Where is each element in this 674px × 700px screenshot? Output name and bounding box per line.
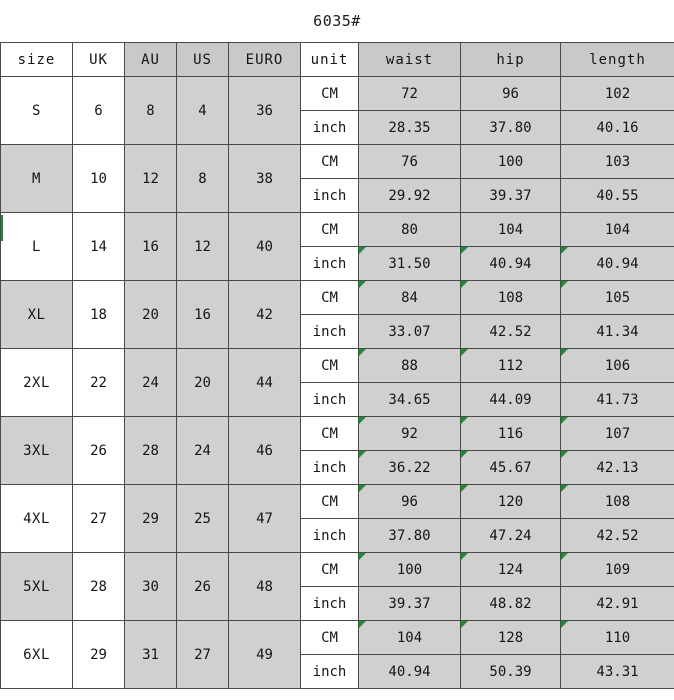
cell-length-cm: 104 [561,213,674,247]
cell-au: 29 [125,485,177,553]
cell-unit-cm: CM [301,553,359,587]
column-header-size: size [1,43,73,77]
cell-waist-inch: 40.94 [359,655,461,689]
cell-unit-inch: inch [301,451,359,485]
cell-uk: 27 [73,485,125,553]
column-header-unit: unit [301,43,359,77]
cell-length-inch: 41.34 [561,315,674,349]
cell-size: 2XL [1,349,73,417]
cell-us: 8 [177,145,229,213]
table-row [1,77,674,111]
cell-waist-cm: 92 [359,417,461,451]
cell-unit-cm: CM [301,213,359,247]
cell-waist-cm: 88 [359,349,461,383]
cell-hip-inch: 39.37 [461,179,561,213]
cell-unit-cm: CM [301,485,359,519]
cell-waist-cm: 76 [359,145,461,179]
cell-waist-inch: 33.07 [359,315,461,349]
cell-hip-cm: 116 [461,417,561,451]
table-row [1,145,674,179]
chart-title-bar [0,0,674,42]
cell-length-cm: 110 [561,621,674,655]
cell-uk: 22 [73,349,125,417]
cell-unit-inch: inch [301,179,359,213]
cell-unit-inch: inch [301,587,359,621]
cell-waist-inch: 37.80 [359,519,461,553]
column-header-us: US [177,43,229,77]
cell-hip-inch: 48.82 [461,587,561,621]
cell-au: 28 [125,417,177,485]
cell-hip-inch: 47.24 [461,519,561,553]
cell-euro: 46 [229,417,301,485]
table-row [1,621,674,655]
cell-unit-cm: CM [301,281,359,315]
cell-hip-inch: 50.39 [461,655,561,689]
cell-length-inch: 40.55 [561,179,674,213]
cell-waist-cm: 96 [359,485,461,519]
cell-length-inch: 40.94 [561,247,674,281]
column-header-euro: EURO [229,43,301,77]
cell-uk: 18 [73,281,125,349]
cell-waist-inch: 34.65 [359,383,461,417]
cell-unit-cm: CM [301,349,359,383]
column-header-hip: hip [461,43,561,77]
cell-hip-inch: 37.80 [461,111,561,145]
cell-euro: 38 [229,145,301,213]
cell-waist-inch: 28.35 [359,111,461,145]
cell-us: 27 [177,621,229,689]
cell-size: 3XL [1,417,73,485]
cell-hip-inch: 42.52 [461,315,561,349]
cell-waist-inch: 39.37 [359,587,461,621]
cell-euro: 36 [229,77,301,145]
table-row [1,485,674,519]
cell-waist-cm: 100 [359,553,461,587]
cell-au: 12 [125,145,177,213]
cell-uk: 29 [73,621,125,689]
cell-unit-cm: CM [301,145,359,179]
cell-length-cm: 106 [561,349,674,383]
cell-size: M [1,145,73,213]
cell-size: 4XL [1,485,73,553]
cell-hip-cm: 120 [461,485,561,519]
column-header-uk: UK [73,43,125,77]
cell-hip-cm: 124 [461,553,561,587]
table-row [1,281,674,315]
column-header-waist: waist [359,43,461,77]
cell-au: 31 [125,621,177,689]
cell-uk: 14 [73,213,125,281]
cell-au: 24 [125,349,177,417]
cell-hip-cm: 100 [461,145,561,179]
cell-unit-cm: CM [301,621,359,655]
cell-au: 16 [125,213,177,281]
cell-waist-cm: 80 [359,213,461,247]
cell-uk: 10 [73,145,125,213]
cell-euro: 48 [229,553,301,621]
cell-us: 16 [177,281,229,349]
cell-waist-cm: 84 [359,281,461,315]
cell-unit-inch: inch [301,247,359,281]
cell-us: 20 [177,349,229,417]
cell-waist-cm: 104 [359,621,461,655]
cell-euro: 49 [229,621,301,689]
column-header-au: AU [125,43,177,77]
cell-waist-inch: 31.50 [359,247,461,281]
cell-size: L [1,213,73,281]
cell-length-cm: 105 [561,281,674,315]
cell-hip-inch: 45.67 [461,451,561,485]
cell-us: 4 [177,77,229,145]
cell-length-inch: 42.52 [561,519,674,553]
cell-hip-cm: 96 [461,77,561,111]
cell-length-inch: 40.16 [561,111,674,145]
cell-size: 5XL [1,553,73,621]
cell-us: 26 [177,553,229,621]
cell-waist-inch: 29.92 [359,179,461,213]
cell-length-inch: 42.13 [561,451,674,485]
cell-unit-inch: inch [301,519,359,553]
cell-hip-cm: 128 [461,621,561,655]
cell-size: S [1,77,73,145]
table-row [1,553,674,587]
cell-uk: 6 [73,77,125,145]
cell-euro: 42 [229,281,301,349]
cell-length-cm: 108 [561,485,674,519]
cell-unit-inch: inch [301,655,359,689]
cell-length-cm: 107 [561,417,674,451]
cell-au: 30 [125,553,177,621]
cell-waist-cm: 72 [359,77,461,111]
cell-us: 12 [177,213,229,281]
cell-unit-inch: inch [301,111,359,145]
cell-uk: 28 [73,553,125,621]
column-header-length: length [561,43,674,77]
cell-size: 6XL [1,621,73,689]
size-chart-table [0,42,674,689]
cell-length-cm: 103 [561,145,674,179]
table-row [1,349,674,383]
cell-unit-cm: CM [301,417,359,451]
cell-unit-cm: CM [301,77,359,111]
cell-hip-inch: 40.94 [461,247,561,281]
cell-size: XL [1,281,73,349]
cell-unit-inch: inch [301,383,359,417]
cell-euro: 40 [229,213,301,281]
cell-length-inch: 42.91 [561,587,674,621]
cell-us: 25 [177,485,229,553]
cell-au: 20 [125,281,177,349]
cell-euro: 47 [229,485,301,553]
page-title: 6035# [313,12,361,30]
table-row [1,213,674,247]
table-row [1,417,674,451]
cell-hip-cm: 104 [461,213,561,247]
cell-length-inch: 43.31 [561,655,674,689]
cell-euro: 44 [229,349,301,417]
cell-waist-inch: 36.22 [359,451,461,485]
cell-length-inch: 41.73 [561,383,674,417]
cell-hip-inch: 44.09 [461,383,561,417]
cell-uk: 26 [73,417,125,485]
cell-hip-cm: 112 [461,349,561,383]
cell-au: 8 [125,77,177,145]
cell-us: 24 [177,417,229,485]
cell-hip-cm: 108 [461,281,561,315]
cell-unit-inch: inch [301,315,359,349]
cell-length-cm: 102 [561,77,674,111]
cell-length-cm: 109 [561,553,674,587]
table-header-row [1,43,674,77]
